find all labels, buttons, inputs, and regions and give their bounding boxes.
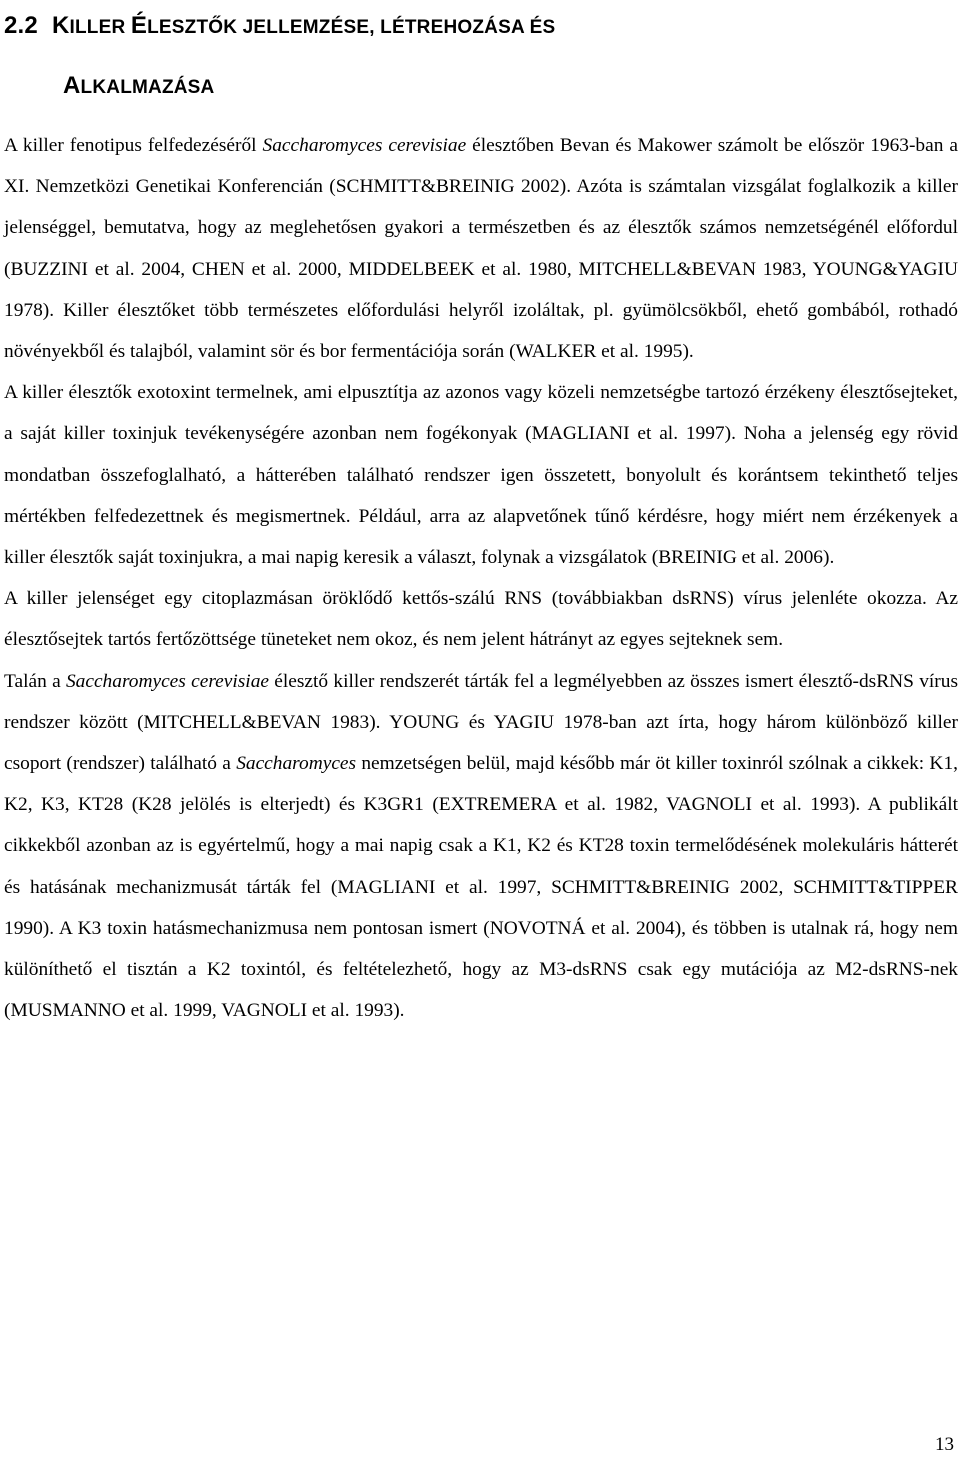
heading-cap: A xyxy=(63,72,81,99)
heading-text: LKALMAZÁSA xyxy=(80,77,215,98)
heading-cap: É xyxy=(130,12,148,39)
paragraph xyxy=(4,661,958,1032)
section-number: 2.2 xyxy=(4,12,38,39)
italic-text: Saccharomyces cerevisiae xyxy=(262,135,467,156)
heading-text: ILLER xyxy=(69,17,131,38)
heading-line-2 xyxy=(63,60,958,113)
paragraph xyxy=(4,125,958,372)
text-run: A killer fenotipus felfedezéséről xyxy=(4,135,263,156)
text-run: nemzetségen belül, majd később már öt killer toxinról szólnak a cikkek: K1, K2, K3, KT28 (K28 jelölés is elterjedt) és K3GR1 (EXTREMERA et al. 1982, VAGNOLI et al. 1993). A publikált cikkekből azonban az is egyértelmű, hogy a mai napig csak a K1, K2 és KT28 toxin termelődésének molekuláris hátterét és hatásának mechanizmusát tárták fel (MAGLIANI et al. 1997, SCHMITT&BREINIG 2002, SCHMITT&TIPPER 1990). A K3 toxin hatásmechanizmusa nem pontosan ismert (NOVOTNÁ et al. 2004), és többen is utalnak rá, hogy nem különíthető el tisztán a K2 toxintól, és feltételezhető, hogy az M3-dsRNS csak egy mutációja az M2-dsRNS-nek (MUSMANNO et al. 1999, VAGNOLI et al. 1993). xyxy=(4,753,958,1022)
italic-text: Saccharomyces cerevisiae xyxy=(65,670,269,692)
heading-cap: K xyxy=(51,12,70,39)
section-heading xyxy=(4,0,958,113)
paragraph xyxy=(4,372,958,578)
text-run: élesztő killer rendszerét tárták fel a legmélyebben az összes ismert élesztő-dsRNS vírus rendszer között (MITCHELL&BEVAN 1983). YOUNG és YAGIU 1978-ban azt írta, hogy három különböző killer csoport (rendszer) található a xyxy=(4,670,958,775)
text-run: Talán a xyxy=(4,670,66,692)
text-run: A killer jelenséget egy citoplazmásan öröklődő kettős-szálú RNS (továbbiakban dsRNS) vírus jelenléte okozza. Az élesztősejtek tartós fertőzöttsége tüneteket nem okoz, és nem jelent hátrányt az egyes sejteknek sem. xyxy=(4,588,958,651)
page-number: 13 xyxy=(935,1434,954,1455)
paragraph xyxy=(4,578,958,660)
document-page xyxy=(4,0,958,1031)
text-run: A killer élesztők exotoxint termelnek, ami elpusztítja az azonos vagy közeli nemzetségbe tartozó érzékeny élesztősejteket, a saját killer toxinjuk tevékenységére azonban nem fogékonyak (MAGLIANI et al. 1997). Noha a jelenség egy rövid mondatban összefoglalható, a hátterében található rendszer igen összetett, bonyolult és korántsem tekinthető teljes mértékben felfedezettnek és megismertnek. Például, arra az alapvetőnek tűnő kérdésre, hogy miért nem érzékenyek a killer élesztők saját toxinjukra, a mai napig keresik a választ, folynak a vizsgálatok (BREINIG et al. 2006). xyxy=(4,382,958,569)
italic-text: Saccharomyces xyxy=(236,753,357,775)
body-text xyxy=(4,125,958,1031)
text-run: élesztőben Bevan és Makower számolt be először 1963-ban a XI. Nemzetközi Genetikai Konferencián (SCHMITT&BREINIG 2002). Azóta is számtalan vizsgálat foglalkozik a killer jelenséggel, bemutatva, hogy az meglehetősen gyakori a természetben és az élesztők számos nemzetségénél előfordul (BUZZINI et al. 2004, CHEN et al. 2000, MIDDELBEEK et al. 1980, MITCHELL&BEVAN 1983, YOUNG&YAGIU 1978). Killer élesztőket több természetes előfordulási helyről izoláltak, pl. gyümölcsökből, ehető gombából, rothadó növényekből és talajból, valamint sör és bor fermentációja során (WALKER et al. 1995). xyxy=(4,135,958,363)
heading-text: LESZTŐK JELLEMZÉSE, LÉTREHOZÁSA ÉS xyxy=(147,17,556,38)
